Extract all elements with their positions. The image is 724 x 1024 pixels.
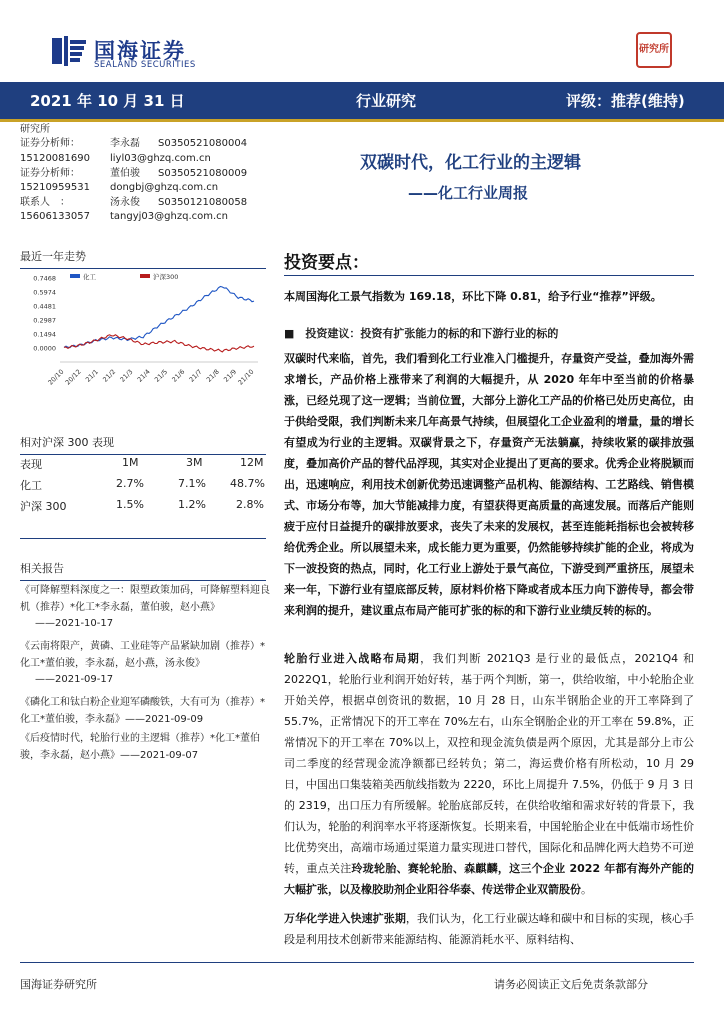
table-cell: 2.7% [116, 477, 144, 490]
x-tick-label: 21/5 [153, 367, 170, 384]
related-report-date: ——2021-09-17 [35, 674, 114, 685]
body-paragraph-2: 轮胎行业进入战略布局期，我们判断 2021Q3 是行业的最低点，2021Q4 和 2022Q1，轮胎行业利润开始好转，基于两个判断，第一，供给收缩，中小轮胎企业开始关停，根据卓创资讯的数据，10 月 28 日，山东半钢胎企业的开工率降到了 55.7%，正常情况下的开工率在 70%左右，山东全钢胎企业的开工率在 59.8%，正常情况下的开工率在 70%以上，双控和现金流负债是两个原因，尤其是部分上市公司二季度的经营现金流净额都已经转负；第二，海运费价格有所松动，10 月 29 日，中国出口集装箱美西航线指数为 2220，环比上周提升 7.5%，仍低于 9 月 3 日的 2319，出口压力有所缓解。轮胎底部反转，在供给收缩和需求好转的背景下，我们认为，轮胎的利润率水平将逐渐恢复。长期来看，中国轮胎企业在中低端市场性价比优势突出，高端市场通过渠道力量实现进口替代，国际化和品牌化两大趋势不可逆转，重点关注玲珑轮胎、赛轮轮胎、森麒麟，这三个企业 2022 年都有海外产能的大幅扩张，以及橡胶助剂企业阳谷华泰、传送带企业双箭股份。 [284, 652, 694, 896]
trend-line-chart [20, 270, 268, 390]
table-header-cell: 12M [240, 456, 264, 469]
investment-heading-rule [284, 275, 694, 276]
x-tick-label: 21/10 [236, 367, 256, 387]
rating-label: 评级：推荐(维持) [566, 92, 685, 110]
logo-chinese-name: 国海证券 [94, 39, 186, 63]
related-report-item[interactable]: 《云南将限产，黄磷、工业硅等产品紧缺加剧（推荐）*化工*董伯骏，李永磊，赵小燕，汤永俊》 [20, 641, 265, 669]
y-tick-label: 0.4481 [33, 302, 56, 311]
paragraph-lead: 轮胎行业进入战略布局期 [284, 652, 421, 665]
trend-heading: 最近一年走势 [20, 248, 266, 269]
x-tick-label: 21/8 [204, 367, 221, 384]
table-cell: 1.2% [178, 498, 206, 511]
x-tick-label: 21/4 [135, 367, 152, 384]
report-category: 行业研究 [356, 92, 417, 110]
x-tick-label: 20/12 [63, 367, 83, 387]
table-header-cell: 表现 [20, 458, 42, 471]
footer-institute: 国海证券研究所 [20, 978, 97, 991]
banner-gold-line [0, 119, 724, 122]
y-tick-label: 0.1494 [33, 330, 56, 339]
logo-english-name: SEALAND SECURITIES [94, 60, 196, 70]
table-cell: 化工 [20, 479, 42, 492]
series-line-chemical [64, 287, 254, 348]
y-tick-label: 0.2987 [33, 316, 56, 325]
paragraph-emphasis: 玲珑轮胎、赛轮轮胎、森麒麟，这三个企业 2022 年都有海外产能的大幅扩张，以及橡胶助剂企业阳谷华泰、传送带企业双箭股份 [284, 862, 694, 896]
x-tick-label: 21/1 [83, 367, 100, 384]
table-row [20, 474, 266, 495]
related-heading: 相关报告 [20, 560, 266, 581]
table-cell: 7.1% [178, 477, 206, 490]
related-report-item[interactable]: 《磷化工和钛白粉企业迎军磷酸铁，大有可为（推荐）*化工*董伯骏，李永磊》——2021-09-09 [20, 697, 265, 725]
y-tick-label: 0.5974 [33, 288, 56, 297]
sealand-logo-icon [52, 36, 86, 66]
paragraph-lead: 万华化学进入快速扩张期 [284, 912, 406, 925]
x-tick-label: 20/10 [46, 367, 66, 387]
x-tick-label: 21/2 [101, 367, 118, 384]
footer-disclaimer: 请务必阅读正文后免责条款部分 [494, 978, 648, 991]
legend-label: 沪深300 [153, 273, 179, 281]
research-seal-stamp: 研究所 [636, 32, 672, 68]
legend-swatch [140, 274, 150, 278]
y-tick-label: 0.7468 [33, 274, 56, 283]
table-header-cell: 3M [186, 456, 203, 469]
table-cell: 1.5% [116, 498, 144, 511]
table-header-cell: 1M [122, 456, 139, 469]
related-report-item[interactable]: 《可降解塑料深度之一：限塑政策加码，可降解塑料迎良机（推荐）*化工*李永磊，董伯骏，赵小燕》 [20, 585, 270, 613]
table-cell: 48.7% [230, 477, 265, 490]
table-cell: 2.8% [236, 498, 264, 511]
table-header-row [20, 453, 266, 474]
performance-heading: 相对沪深 300 表现 [20, 434, 266, 455]
report-title: 双碳时代，化工行业的主逻辑 [360, 153, 581, 173]
report-subtitle: ——化工行业周报 [408, 184, 529, 202]
performance-table [20, 453, 266, 516]
related-report-date: ——2021-10-17 [35, 618, 114, 629]
series-line-csi300 [64, 335, 254, 352]
legend-label: 化工 [83, 273, 96, 281]
footer-rule [20, 962, 694, 963]
x-tick-label: 21/3 [118, 367, 135, 384]
x-tick-label: 21/6 [170, 367, 187, 384]
y-tick-label: 0.0000 [33, 344, 56, 353]
legend-swatch [70, 274, 80, 278]
investment-advice-bullet: ■ 投资建议：投资有扩张能力的标的和下游行业的标的 [284, 327, 559, 340]
table-bottom-rule [20, 538, 266, 539]
table-cell: 沪深 300 [20, 500, 67, 513]
body-paragraph-1: 双碳时代来临，首先，我们看到化工行业准入门槛提升，存量资产受益，叠加海外需求增长，产品价格上涨带来了利润的大幅提升，从 2020 年年中至当前的价格暴涨，已经兑现了这一逻辑；当前位置，大部分上游化工产品的价格已处历史高位，由于供给受限，我们判断未来几年高景气持续，但展望化工企业盈利的增量，量的增长有望成为行业的主逻辑。双碳背景之下，存量资产无法躺赢，持续收紧的碳排放强度，叠加高价产品的替代品浮现，其实对企业提出了更高的要求。优秀企业将脱颖而出，迅速响应，利用技术创新优势迅速调整产品机构、能源结构、工艺路线、销售模式、市场分布等，加大节能减排力度，有望获得更高质量的高速发展。而落后产能则疲于应付日益提升的碳排放要求，丧失了未来的发展权，甚至连能耗指标也会被转移给优秀企业。所以展望未来，成长能力更为重要，仍然能够持续扩能的企业，将成为下一波投资的热点，同时，化工行业上游处于景气高位，下游受到严重挤压，展望未来一年，下游行业有望底部反转，原材料价格下降或者成本压力向下游传导，都会带来利润的提升，建议重点布局产能可扩张的标的和下游行业业绩反转的标的。 [284, 352, 694, 617]
investment-heading: 投资要点： [284, 253, 369, 273]
x-tick-label: 21/7 [187, 367, 204, 384]
body-paragraph-3: 万华化学进入快速扩张期，我们认为，化工行业碳达峰和碳中和目标的实现，核心手段是利用技术创新带来能源结构、能源消耗水平、原料结构、 [284, 912, 695, 946]
related-report-item[interactable]: 《后疫情时代，轮胎行业的主逻辑（推荐）*化工*董伯骏，李永磊，赵小燕》——2021-09-07 [20, 733, 260, 761]
x-tick-label: 21/9 [222, 367, 239, 384]
summary-paragraph: 本周国海化工景气指数为 169.18，环比下降 0.81，给予行业“推荐”评级。 [284, 290, 662, 303]
report-date: 2021 年 10 月 31 日 [30, 92, 185, 110]
table-row [20, 495, 266, 516]
